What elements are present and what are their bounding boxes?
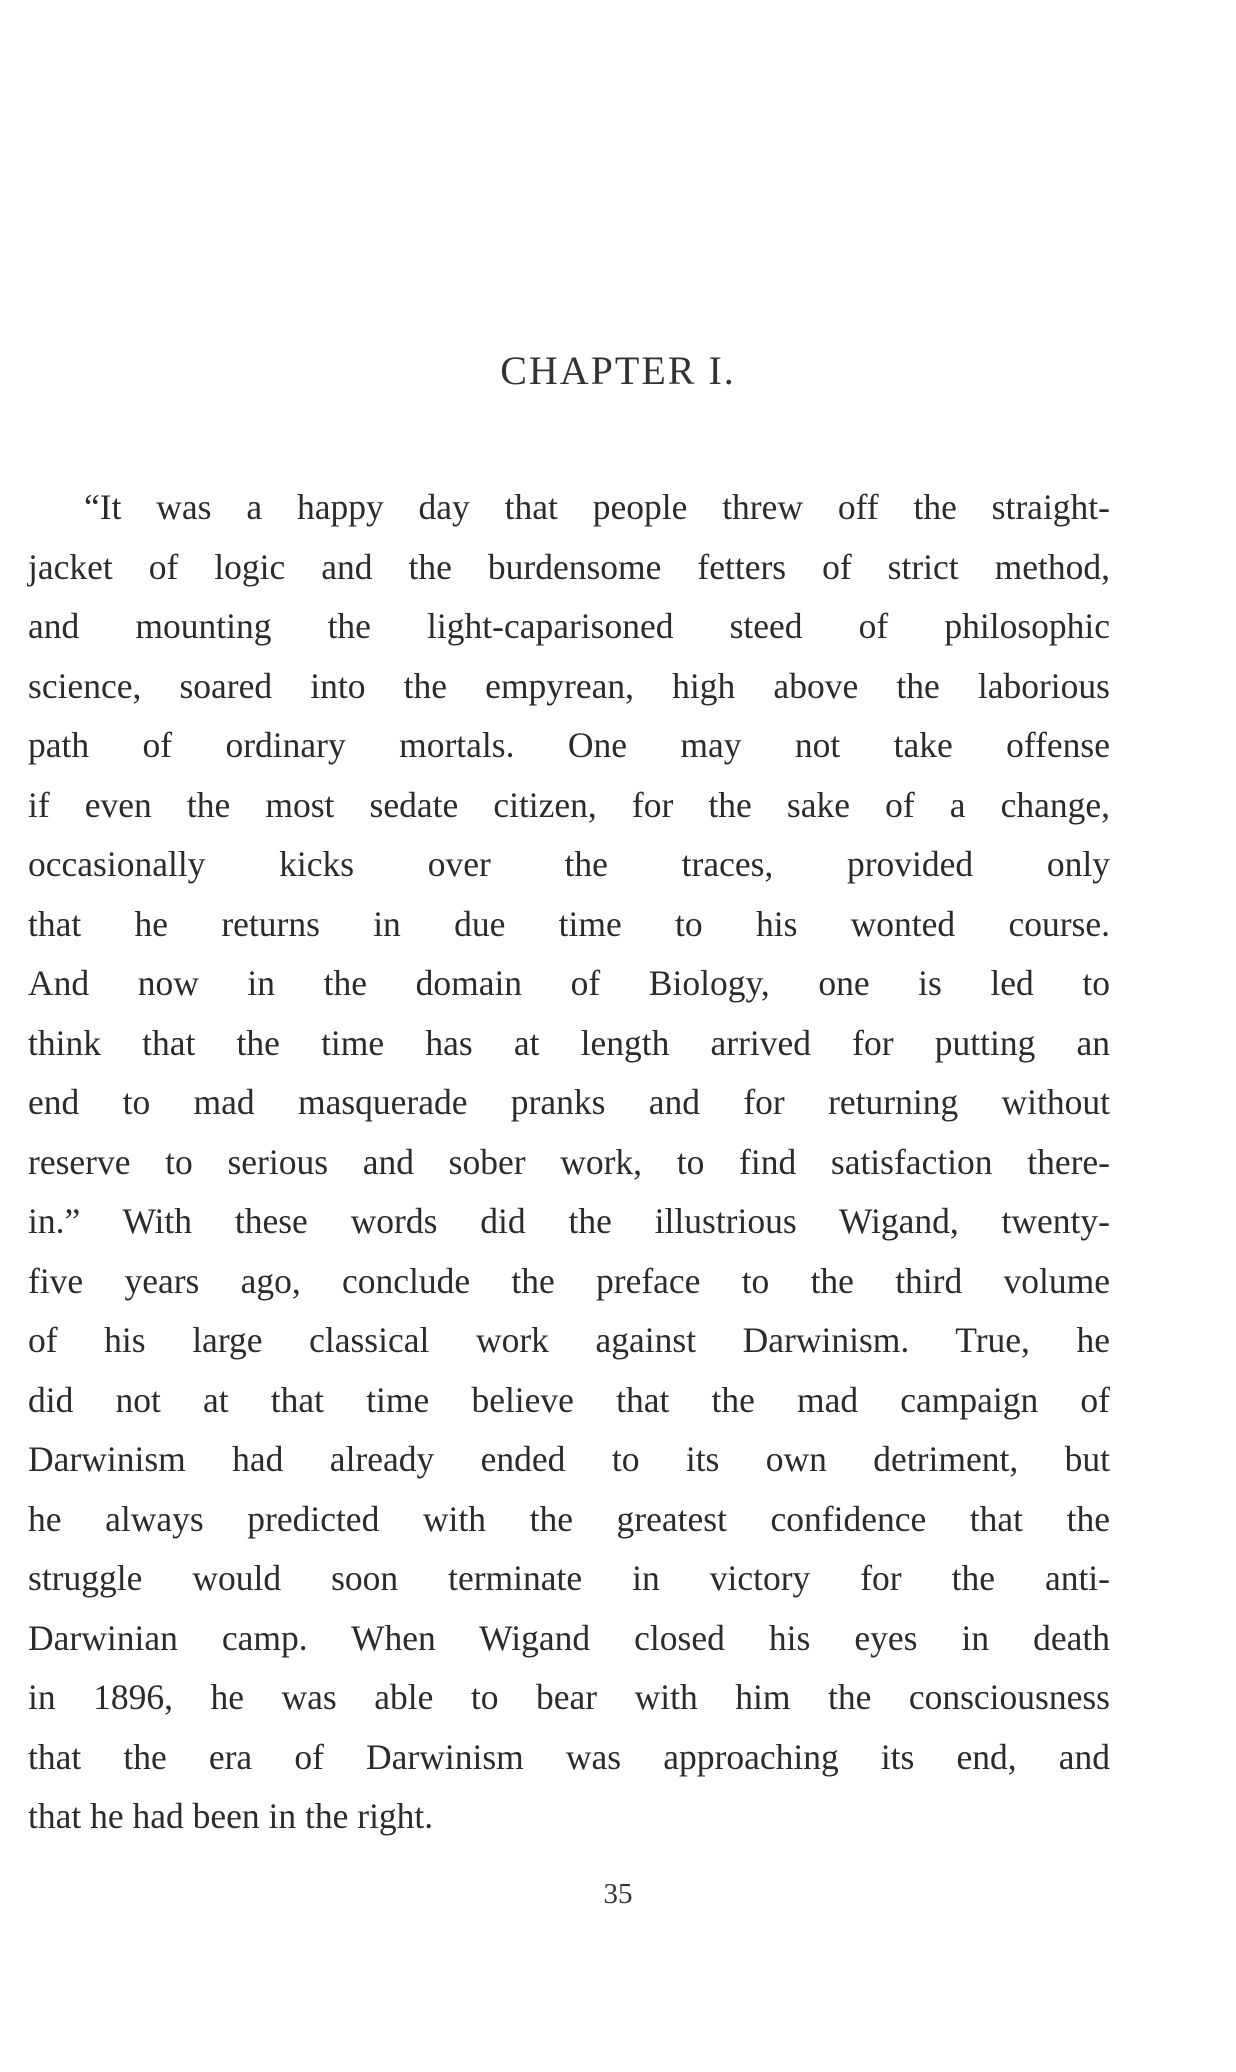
text-line: five years ago, conclude the preface to the third volume: [28, 1260, 1110, 1301]
text-line: he always predicted with the greatest confidence that the: [28, 1498, 1110, 1539]
text-line: and mounting the light-caparisoned steed of philosophic: [28, 606, 1110, 646]
text-line: struggle would soon terminate in victory for the anti-: [28, 1558, 1110, 1598]
text-line: that he had been in the right.: [28, 1796, 434, 1836]
text-line: “It was a happy day that people threw off the straight-: [84, 487, 1110, 527]
chapter-heading: CHAPTER I.: [500, 348, 736, 393]
text-line: occasionally kicks over the traces, provided only: [28, 844, 1110, 884]
page-number: 35: [603, 1878, 633, 1910]
text-line: Darwinism had already ended to its own detriment, but: [28, 1439, 1110, 1479]
text-line: Darwinian camp. When Wigand closed his eyes in death: [28, 1617, 1110, 1658]
text-line: in 1896, he was able to bear with him the consciousness: [28, 1677, 1110, 1717]
text-line: path of ordinary mortals. One may not take offense: [28, 725, 1110, 765]
text-line: And now in the domain of Biology, one is led to: [28, 963, 1110, 1003]
text-line: if even the most sedate citizen, for the sake of a change,: [28, 784, 1110, 825]
text-line: of his large classical work against Darwinism. True, he: [28, 1320, 1110, 1360]
text-line: that he returns in due time to his wonted course.: [28, 903, 1110, 944]
text-line: did not at that time believe that the mad campaign of: [28, 1379, 1110, 1420]
text-line: think that the time has at length arrived for putting an: [28, 1022, 1110, 1063]
text-line: jacket of logic and the burdensome fetters of strict method,: [28, 546, 1110, 587]
text-line: in.” With these words did the illustrious Wigand, twenty-: [28, 1201, 1110, 1241]
text-line: reserve to serious and sober work, to find satisfaction there-: [28, 1141, 1110, 1182]
text-line: end to mad masquerade pranks and for returning without: [28, 1082, 1110, 1122]
body-paragraph: [28, 478, 1110, 1847]
text-line: that the era of Darwinism was approaching its end, and: [28, 1736, 1110, 1777]
text-line: science, soared into the empyrean, high above the laborious: [28, 665, 1110, 706]
